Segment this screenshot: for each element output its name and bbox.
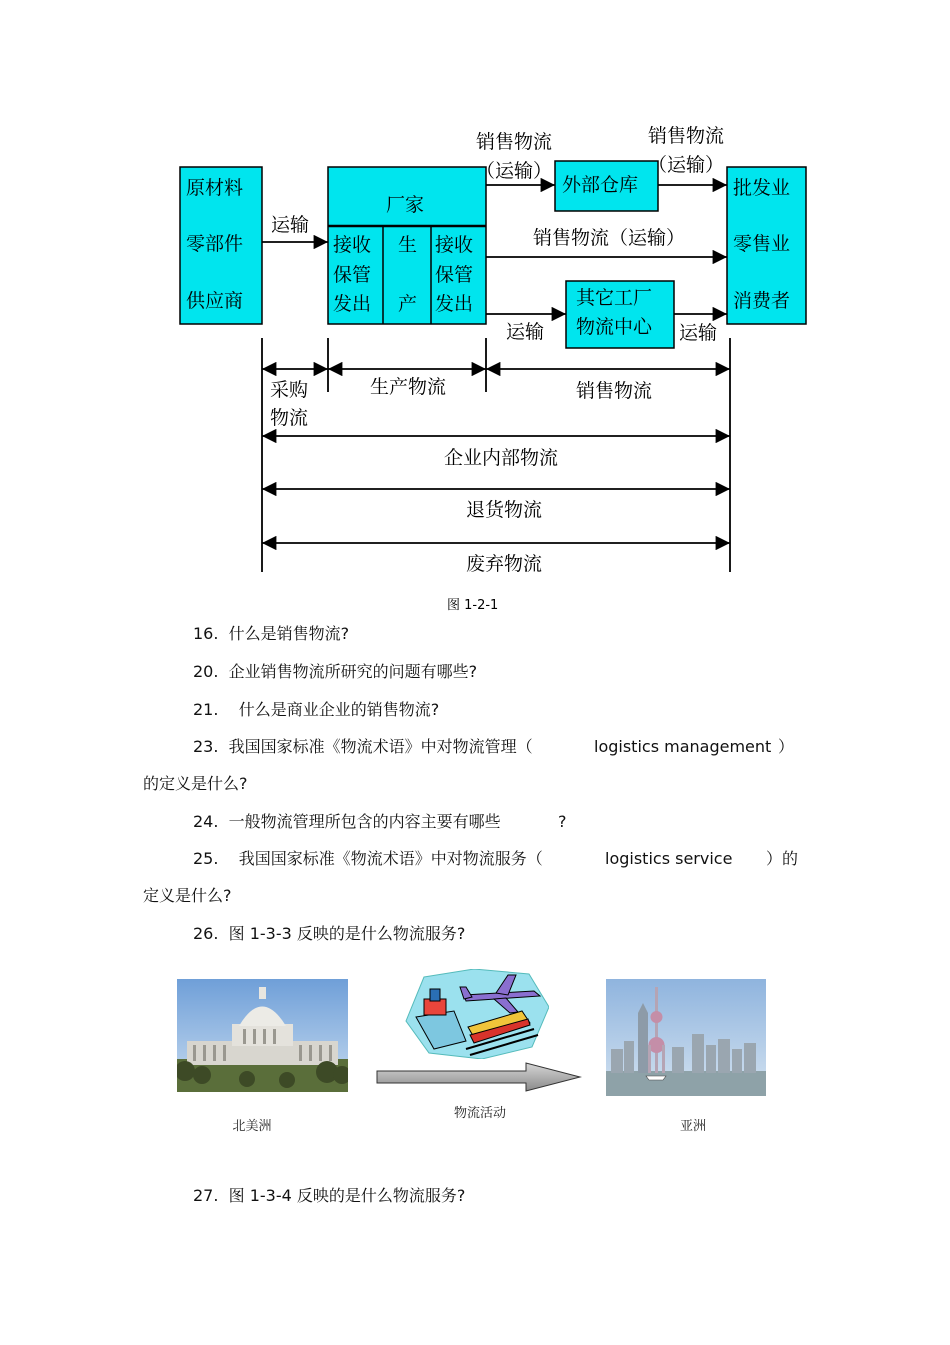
supplier-line-3: 供应商 (186, 290, 244, 312)
factory-receive-2: 保管 (333, 264, 372, 286)
question-text: 一般物流管理所包含的内容主要有哪些 (228, 812, 501, 831)
question-text: 企业销售物流所研究的问题有哪些? (228, 662, 478, 681)
label-sales-top1-b: （运输） (476, 160, 553, 182)
factory-ship-2: 保管 (435, 264, 474, 286)
question-25-term: logistics service (605, 849, 733, 868)
logistics-activity-arrow (376, 1062, 582, 1092)
factory-produce-1: 生 (398, 234, 418, 256)
label-transport-left: 运输 (506, 321, 545, 343)
customer-line-1: 批发业 (733, 177, 791, 199)
warehouse-label: 外部仓库 (562, 174, 639, 196)
transport-clipart (404, 969, 549, 1059)
factory-ship-3: 发出 (435, 293, 474, 315)
other-center-line-1: 其它工厂 (576, 287, 653, 309)
question-23-line2: 的定义是什么? (143, 774, 248, 793)
label-sales-top1-a: 销售物流 (476, 131, 553, 153)
factory-ship-1: 接收 (435, 234, 474, 256)
logistics-flow-diagram (0, 0, 950, 620)
other-center-line-2: 物流中心 (576, 316, 653, 338)
question-26 (193, 924, 465, 944)
range-internal-label: 企业内部物流 (444, 447, 559, 469)
customer-line-3: 消费者 (733, 290, 791, 312)
factory-title: 厂家 (386, 194, 425, 216)
question-number: 21. (193, 700, 219, 719)
supplier-line-2: 零部件 (186, 233, 244, 255)
question-23-close: ） (778, 737, 795, 756)
question-25-line2: 定义是什么? (143, 886, 232, 905)
question-text: 我国国家标准《物流术语》中对物流管理（ (228, 737, 533, 756)
range-purchase-label-1: 采购 (270, 379, 309, 401)
question-text: 我国国家标准《物流术语》中对物流服务（ (238, 849, 543, 868)
customer-line-2: 零售业 (733, 233, 791, 255)
caption-logistics-activity: 物流活动 (453, 1106, 506, 1121)
question-number: 16. (193, 624, 219, 643)
question-number: 23. (193, 737, 219, 756)
question-number: 26. (193, 924, 219, 943)
label-sales-top2-b: （运输） (648, 154, 725, 176)
question-24-mark: ? (558, 812, 567, 831)
question-16 (193, 624, 349, 644)
question-24 (193, 812, 501, 832)
label-transport: 运输 (271, 214, 310, 236)
question-23 (193, 737, 533, 757)
north-america-photo (177, 979, 348, 1092)
factory-receive-1: 接收 (333, 234, 372, 256)
question-27 (193, 1186, 465, 1206)
range-return-label: 退货物流 (466, 499, 543, 521)
supplier-line-1: 原材料 (186, 177, 244, 199)
range-waste-label: 废弃物流 (466, 553, 543, 575)
question-text: 什么是销售物流? (228, 624, 350, 643)
range-purchase-label-2: 物流 (270, 407, 309, 429)
caption-north-america: 北美洲 (232, 1119, 272, 1134)
factory-receive-3: 发出 (333, 293, 372, 315)
range-sales-label: 销售物流 (576, 380, 653, 402)
range-production-label: 生产物流 (370, 376, 447, 398)
label-sales-top2-a: 销售物流 (648, 125, 725, 147)
caption-asia: 亚洲 (679, 1119, 706, 1134)
question-number: 24. (193, 812, 219, 831)
question-21 (193, 700, 439, 720)
question-number: 25. (193, 849, 219, 868)
question-number: 27. (193, 1186, 219, 1205)
question-text: 什么是商业企业的销售物流? (238, 700, 440, 719)
question-text: 图 1-3-3 反映的是什么物流服务? (228, 924, 466, 943)
question-25 (193, 849, 543, 869)
question-number: 20. (193, 662, 219, 681)
label-sales-mid: 销售物流（运输） (533, 227, 686, 249)
question-23-term: logistics management (594, 737, 772, 756)
asia-photo (606, 979, 766, 1096)
question-text: 图 1-3-4 反映的是什么物流服务? (228, 1186, 466, 1205)
question-25-close: ）的 (766, 849, 799, 868)
label-transport-right: 运输 (679, 322, 718, 344)
figure-caption: 图 1-2-1 (447, 598, 499, 613)
factory-produce-2: 产 (398, 293, 418, 315)
question-20 (193, 662, 477, 682)
